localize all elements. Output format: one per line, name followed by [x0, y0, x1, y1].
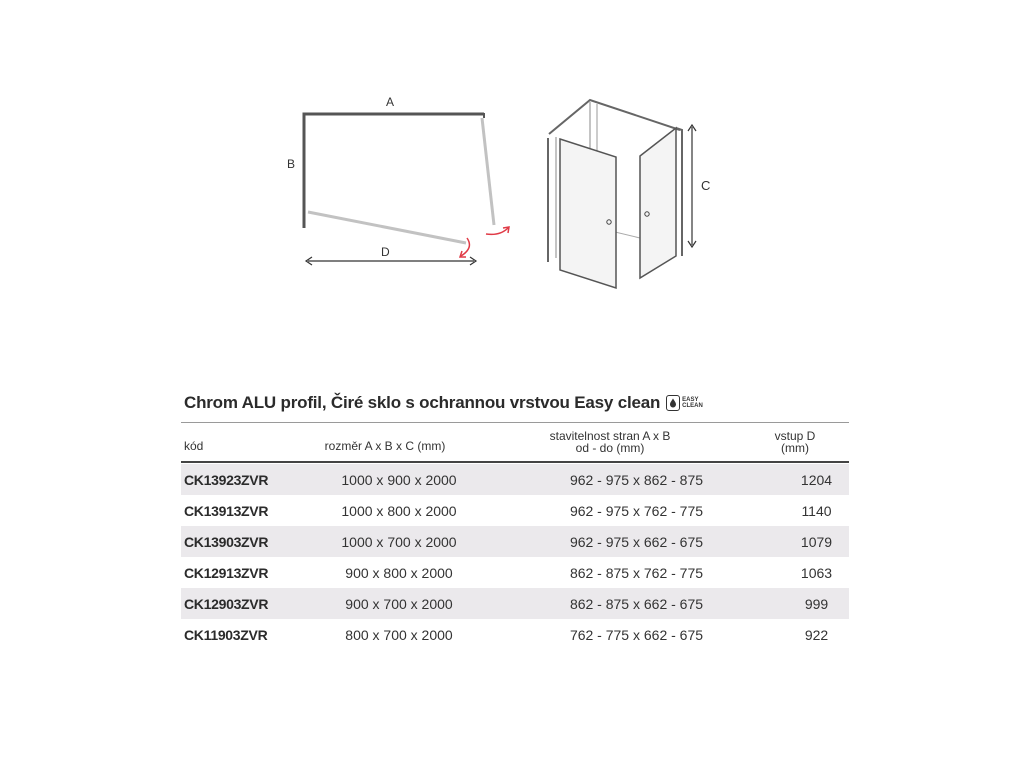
cell-adjust: 962 - 975 x 862 - 875 [569, 471, 704, 488]
header-code: kód [184, 439, 204, 453]
cell-dimensions: 900 x 800 x 2000 [345, 564, 453, 581]
table-top-rule [181, 422, 849, 423]
header-adjustability-line2: od - do (mm) [575, 441, 645, 455]
table-row [181, 619, 849, 650]
label-c: C [701, 178, 711, 193]
perspective-view [548, 100, 710, 288]
header-entry-line1: vstup D [774, 429, 816, 443]
cell-code: CK11903ZVR [184, 626, 268, 643]
easy-clean-line2: CLEAN [682, 403, 703, 409]
cell-entry: 999 [804, 595, 829, 612]
cell-code: CK12903ZVR [184, 595, 269, 612]
easy-clean-badge [666, 395, 703, 411]
plan-side-glass [482, 118, 494, 225]
plan-view [287, 95, 509, 265]
easy-clean-line1: EASY [682, 397, 699, 403]
header-dimensions: rozměr A x B x C (mm) [324, 439, 446, 453]
cell-dimensions: 1000 x 900 x 2000 [341, 471, 457, 488]
cell-code: CK13923ZVR [184, 471, 269, 488]
label-a: A [386, 95, 395, 109]
table-title-row [184, 393, 703, 413]
cell-entry: 1140 [801, 502, 832, 519]
cell-adjust: 762 - 775 x 662 - 675 [569, 626, 704, 643]
table-row [181, 588, 849, 619]
label-b: B [287, 157, 296, 171]
cell-entry: 922 [804, 626, 829, 643]
header-adjustability [520, 430, 700, 454]
table-row [181, 526, 849, 557]
cell-entry: 1204 [800, 471, 833, 488]
cell-code: CK13913ZVR [184, 502, 269, 519]
cell-code: CK12913ZVR [184, 564, 269, 581]
front-door-panel [560, 139, 616, 288]
header-entry [740, 430, 850, 454]
cell-adjust: 862 - 875 x 762 - 775 [569, 564, 704, 581]
header-entry-line2: (mm) [781, 441, 809, 455]
side-door-panel [640, 128, 676, 278]
cell-entry: 1063 [800, 564, 833, 581]
cell-dimensions: 900 x 700 x 2000 [345, 595, 453, 612]
table-row [181, 557, 849, 588]
cell-adjust: 962 - 975 x 762 - 775 [569, 502, 704, 519]
cell-dimensions: 1000 x 700 x 2000 [341, 533, 457, 550]
plan-front-glass [308, 212, 466, 243]
door-swing-arrow-icon [461, 238, 469, 256]
header-adjustability-line1: stavitelnost stran A x B [549, 429, 671, 443]
table-body [181, 464, 849, 650]
water-drop-icon [666, 395, 680, 411]
easy-clean-label [682, 397, 703, 409]
cell-dimensions: 1000 x 800 x 2000 [341, 502, 457, 519]
label-d: D [381, 245, 390, 259]
cell-entry: 1079 [800, 533, 833, 550]
cell-adjust: 962 - 975 x 662 - 675 [569, 533, 704, 550]
table-row [181, 495, 849, 526]
table-header-rule [181, 461, 849, 463]
cell-code: CK13903ZVR [184, 533, 269, 550]
cell-dimensions: 800 x 700 x 2000 [345, 626, 453, 643]
table-title: Chrom ALU profil, Čiré sklo s ochrannou vrstvou Easy clean [184, 393, 661, 412]
shower-diagram-svg [0, 0, 1024, 330]
cell-adjust: 862 - 875 x 662 - 675 [569, 595, 704, 612]
shower-diagram [0, 0, 1024, 330]
door-swing-arrow-icon-2 [486, 228, 508, 234]
plan-wall-frame [304, 114, 484, 228]
table-row [181, 464, 849, 495]
